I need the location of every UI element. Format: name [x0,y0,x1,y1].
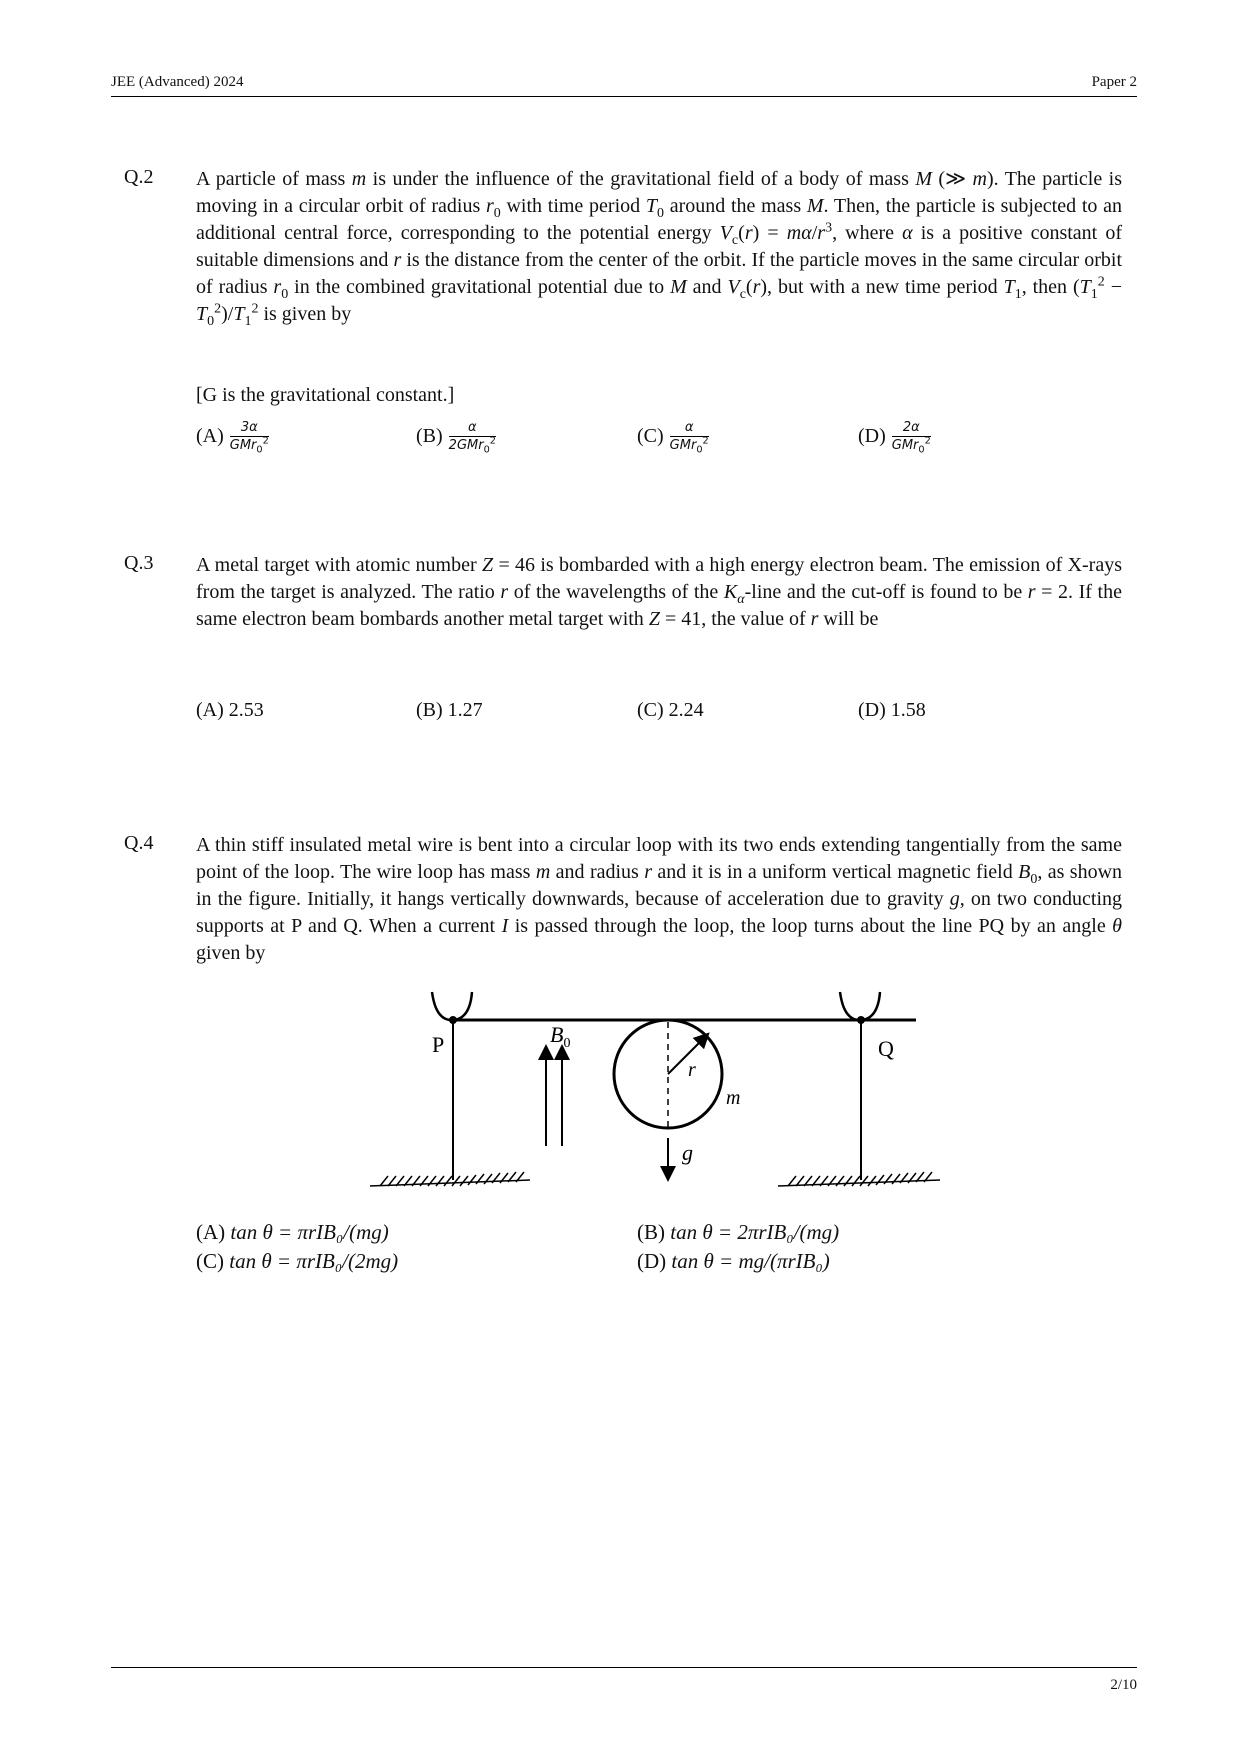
q3-option-c[interactable]: (C) 2.24 [637,699,704,721]
q4-option-c-label: (C) [196,1249,224,1273]
q2-option-a-fraction: $\frac{3\alpha}{GMr_0^2}$ [229,420,269,456]
q2-option-b-label: (B) [416,425,443,447]
q3-number: Q.3 [124,552,154,574]
ground-q [778,1172,940,1186]
hook-q [840,992,880,1020]
radius-arrow [668,1038,704,1074]
ground-p [370,1172,530,1186]
page-number: 2/10 [1110,1677,1137,1693]
q2-option-c-fraction: $\frac{\alpha}{GMr_0^2}$ [669,420,709,456]
q3-option-a[interactable]: (A) 2.53 [196,699,264,721]
q2-note: [G is the gravitational constant.] [196,384,455,406]
q2-option-d-fraction: $\frac{2\alpha}{GMr_0^2}$ [891,420,931,456]
q2-text: A particle of mass m is under the influence of the gravitational field of a body of mass M (≫ m). The particle is moving in a circular orbit of radius $r_0$ with time period $T_0$ around the mass M. Then, the particle is subjected to an additional central force, corresponding to the potential energy $V_c(r) = m\alpha/r^3$, where α is a positive constant of suitable dimensions and r is the distance from the center of the orbit. If the particle moves in the same circular orbit of radius $r_0$ in the combined gravitational potential due to M and $V_c(r)$, but with a new time period $T_1$, then $(T_1^2 - T_0^2)/T_1^2$ is given by [196,168,1123,329]
q4-option-a[interactable] [196,1220,389,1245]
label-p: P [432,1032,445,1057]
q3-text: A metal target with atomic number Z = 46 is bombarded with a high energy electron beam. The emission of X-rays from the target is analyzed. The ratio r of the wavelengths of the $K_\alpha$-line and the cut-off is found to be r = 2. If the same electron beam bombards another metal target with Z = 41, the value of r will be [196,554,1122,630]
exam-title: JEE (Advanced) 2024 [111,74,244,90]
q2-option-c-label: (C) [637,425,664,447]
label-q: Q [878,1036,894,1061]
q2-option-d-label: (D) [858,425,886,447]
q4-option-c[interactable] [196,1249,398,1274]
q2-option-b[interactable] [416,420,497,456]
q4-option-a-expr: tan θ = πrIB₀/(mg) [230,1220,389,1244]
q4-option-b-expr: tan θ = 2πrIB₀/(mg) [670,1220,840,1244]
q4-text: A thin stiff insulated metal wire is bent into a circular loop with its two ends extending tangentially from the same point of the loop. The wire loop has mass m and radius r and it is in a uniform vertical magnetic field $B_0$, as shown in the figure. Initially, it hangs vertically downwards, because of acceleration due to gravity g, on two conducting supports at P and Q. When a current I is passed through the loop, the loop turns about the line PQ by an angle θ given by [196,834,1123,964]
label-field: $B_0$ [550,1022,571,1051]
q4-option-b-label: (B) [637,1220,665,1244]
q4-option-b[interactable] [637,1220,839,1245]
q4-number: Q.4 [124,832,154,854]
label-radius: r [688,1059,696,1081]
q4-option-c-expr: tan θ = πrIB₀/(2mg) [229,1249,399,1273]
q3-option-b[interactable]: (B) 1.27 [416,699,483,721]
q4-option-d-expr: tan θ = mg/(πrIB₀) [671,1249,830,1273]
q4-option-a-label: (A) [196,1220,226,1244]
q3-option-d[interactable]: (D) 1.58 [858,699,926,721]
q2-option-c[interactable] [637,420,709,456]
header-rule [111,96,1137,97]
q4-option-d-label: (D) [637,1249,667,1273]
q2-number: Q.2 [124,166,154,188]
q2-option-d[interactable] [858,420,931,456]
footer-rule [111,1667,1137,1668]
paper-number: Paper 2 [1091,74,1137,90]
q2-option-a[interactable] [196,420,269,456]
q2-option-a-label: (A) [196,425,224,447]
label-gravity: g [682,1140,693,1165]
q2-option-b-fraction: $\frac{\alpha}{2GMr_0^2}$ [448,420,497,456]
hook-p [432,992,472,1020]
label-mass: m [726,1087,741,1109]
q4-option-d[interactable] [637,1249,830,1274]
loop-figure [370,980,950,1200]
